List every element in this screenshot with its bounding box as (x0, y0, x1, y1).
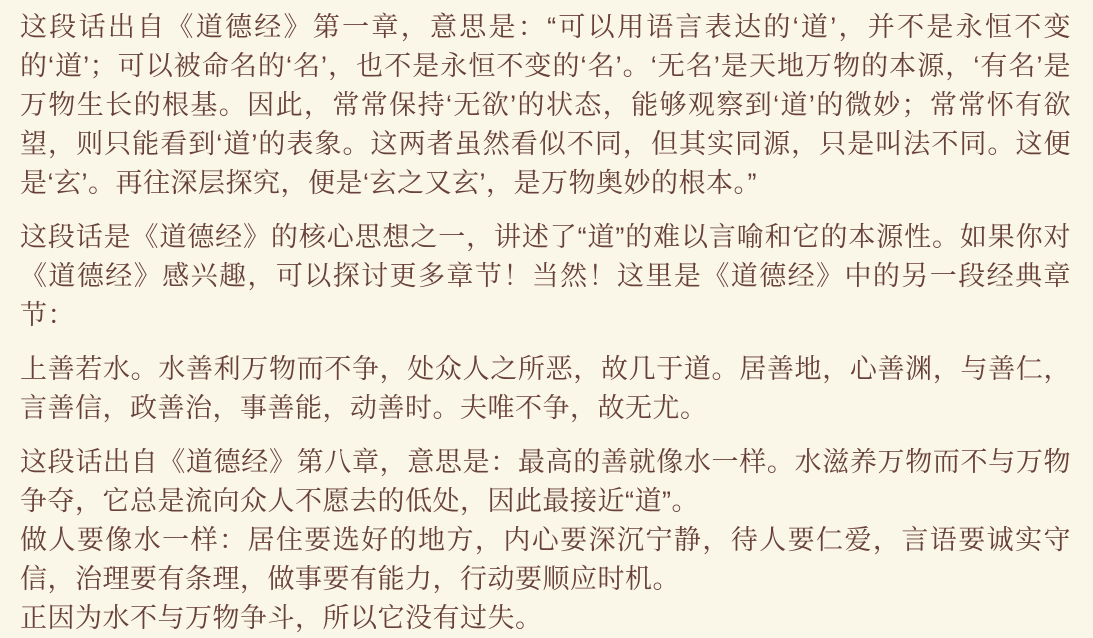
paragraph-chapter8-explanation-line1: 这段话出自《道德经》第八章，意思是：最高的善就像水一样。水滋养万物而不与万物争夺，它总是流向众人不愿去的低处，因此最接近“道”。 (20, 447, 1071, 516)
paragraph-chapter8-explanation-line3: 正因为水不与万物争斗，所以它没有过失。 (20, 603, 543, 633)
paragraph-chapter8-quote: 上善若水。水善利万物而不争，处众人之所恶，故几于道。居善地，心善渊，与善仁，言善信，政善治，事善能，动善时。夫唯不争，故无尤。 (20, 354, 1071, 423)
paragraph-chapter8-explanation-line2: 做人要像水一样：居住要选好的地方，内心要深沉宁静，待人要仁爱，言语要诚实守信，治理要有条理，做事要有能力，行动要顺应时机。 (20, 525, 1071, 594)
paragraph-core-idea-transition: 这段话是《道德经》的核心思想之一，讲述了“道”的难以言喻和它的本源性。如果你对《道德经》感兴趣，可以探讨更多章节！当然！这里是《道德经》中的另一段经典章节： (20, 222, 1071, 330)
paragraph-daodejing-chapter1-explanation: 这段话出自《道德经》第一章，意思是：“可以用语言表达的‘道’，并不是永恒不变的‘道’；可以被命名的‘名’，也不是永恒不变的‘名’。‘无名’是天地万物的本源，‘有名’是万物生长的根基。因此，常常保持‘无欲’的状态，能够观察到‘道’的微妙；常常怀有欲望，则只能看到‘道’的表象。这两者虽然看似不同，但其实同源，只是叫法不同。这便是‘玄’。再往深层探究，便是‘玄之又玄’，是万物奥妙的根本。” (20, 12, 1071, 198)
